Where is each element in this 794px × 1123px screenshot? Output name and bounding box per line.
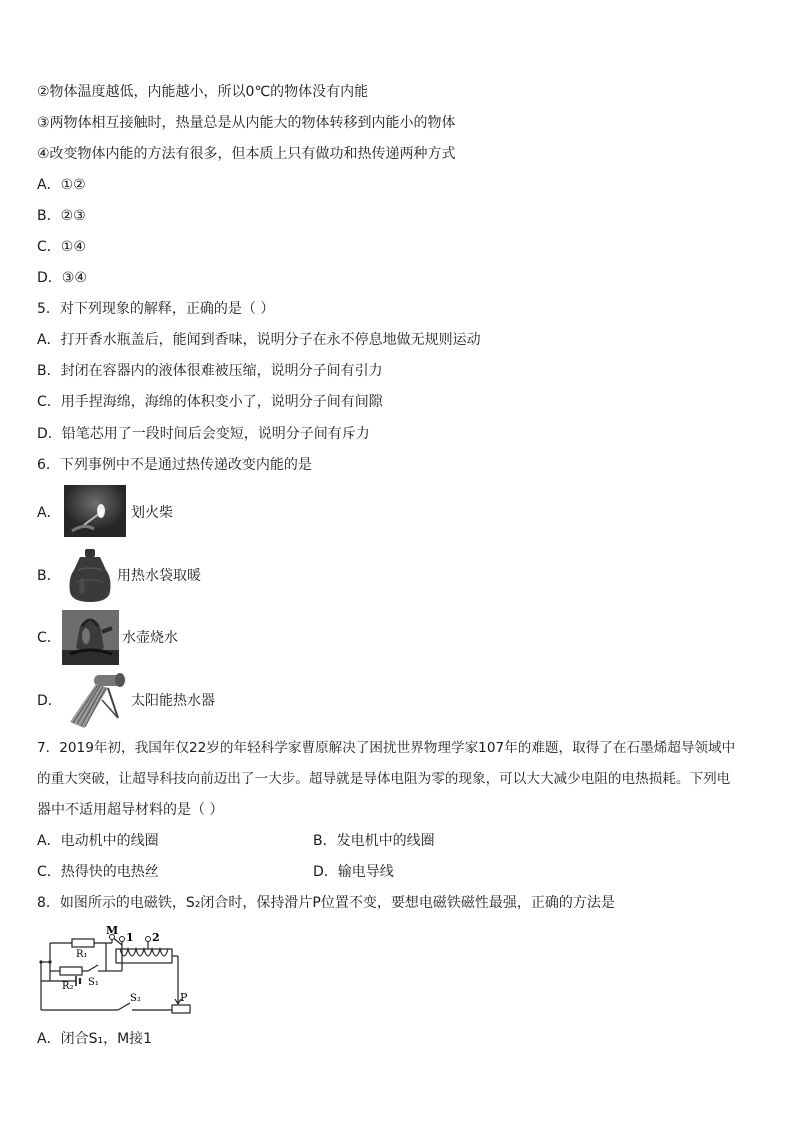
kettle-photo-icon (62, 610, 119, 665)
q4-option-b[interactable]: B．②③ (37, 208, 86, 224)
q6-option-c-label[interactable]: C． (37, 630, 61, 646)
match-photo-icon (64, 485, 126, 537)
q7-stem-line-3: 器中不适用超导材料的是（ ） (37, 802, 224, 818)
q4-option-d[interactable]: D．③④ (37, 270, 87, 286)
q4-option-c[interactable]: C．①④ (37, 239, 86, 255)
q7-option-d[interactable]: D．输电导线 (313, 864, 394, 880)
q5-stem: 5．对下列现象的解释，正确的是（ ） (37, 301, 275, 317)
q5-option-b[interactable]: B．封闭在容器内的液体很难被压缩，说明分子间有引力 (37, 363, 383, 379)
q7-stem-line-1: 7．2019年初，我国年仅22岁的年轻科学家曹原解决了困扰世界物理学家107年的难题，取得了在石墨烯超导领域中 (37, 740, 736, 756)
label-m: M (106, 925, 119, 937)
q7-option-a[interactable]: A．电动机中的线圈 (37, 833, 159, 849)
solar-heater-photo-icon (64, 670, 126, 730)
q6-option-d-caption: 太阳能热水器 (131, 693, 215, 709)
label-r1: R₁ (76, 949, 88, 960)
q8-stem: 8．如图所示的电磁铁，S₂闭合时，保持滑片P位置不变，要想电磁铁磁性最强，正确的方法是 (37, 895, 615, 911)
q5-option-d[interactable]: D．铅笔芯用了一段时间后会变短，说明分子间有斥力 (37, 426, 370, 442)
label-p: P (180, 991, 188, 1004)
q8-option-a[interactable]: A．闭合S₁，M接1 (37, 1031, 153, 1047)
q4-option-a[interactable]: A．①② (37, 177, 86, 193)
q4-statement-4-text: ④改变物体内能的方法有很多，但本质上只有做功和热传递两种方式 (37, 146, 456, 162)
q5-option-c[interactable]: C．用手捏海绵，海绵的体积变小了，说明分子间有间隙 (37, 394, 383, 410)
electromagnet-circuit-diagram (36, 925, 196, 1015)
label-terminal-1: 1 (126, 931, 134, 944)
q4-statement-2: ②物体温度越低，内能越小，所以0℃的物体没有内能 (37, 84, 369, 100)
q7-stem-line-2: 的重大突破，让超导科技向前迈出了一大步。超导就是导体电阻为零的现象，可以大大减少电阻的电热损耗。下列电 (37, 771, 731, 787)
q6-option-a-caption: 划火柴 (131, 505, 173, 521)
q6-option-c-caption: 水壶烧水 (122, 630, 178, 646)
q6-stem: 6．下列事例中不是通过热传递改变内能的是 (37, 457, 312, 473)
label-r2: R₂ (62, 981, 74, 992)
q4-statement-3: ③两物体相互接触时，热量总是从内能大的物体转移到内能小的物体 (37, 115, 456, 131)
label-s1: S₁ (88, 977, 99, 988)
q5-option-a[interactable]: A．打开香水瓶盖后，能闻到香味，说明分子在永不停息地做无规则运动 (37, 332, 481, 348)
q6-option-d-label[interactable]: D． (37, 693, 62, 709)
label-terminal-2: 2 (152, 931, 160, 944)
q6-option-a-label[interactable]: A． (37, 505, 61, 521)
q7-option-c[interactable]: C．热得快的电热丝 (37, 864, 159, 880)
q6-option-b-label[interactable]: B． (37, 568, 61, 584)
q6-option-b-caption: 用热水袋取暖 (117, 568, 201, 584)
label-s2: S₂ (130, 993, 141, 1004)
hot-water-bag-photo-icon (66, 548, 114, 604)
q7-option-b[interactable]: B．发电机中的线圈 (313, 833, 435, 849)
